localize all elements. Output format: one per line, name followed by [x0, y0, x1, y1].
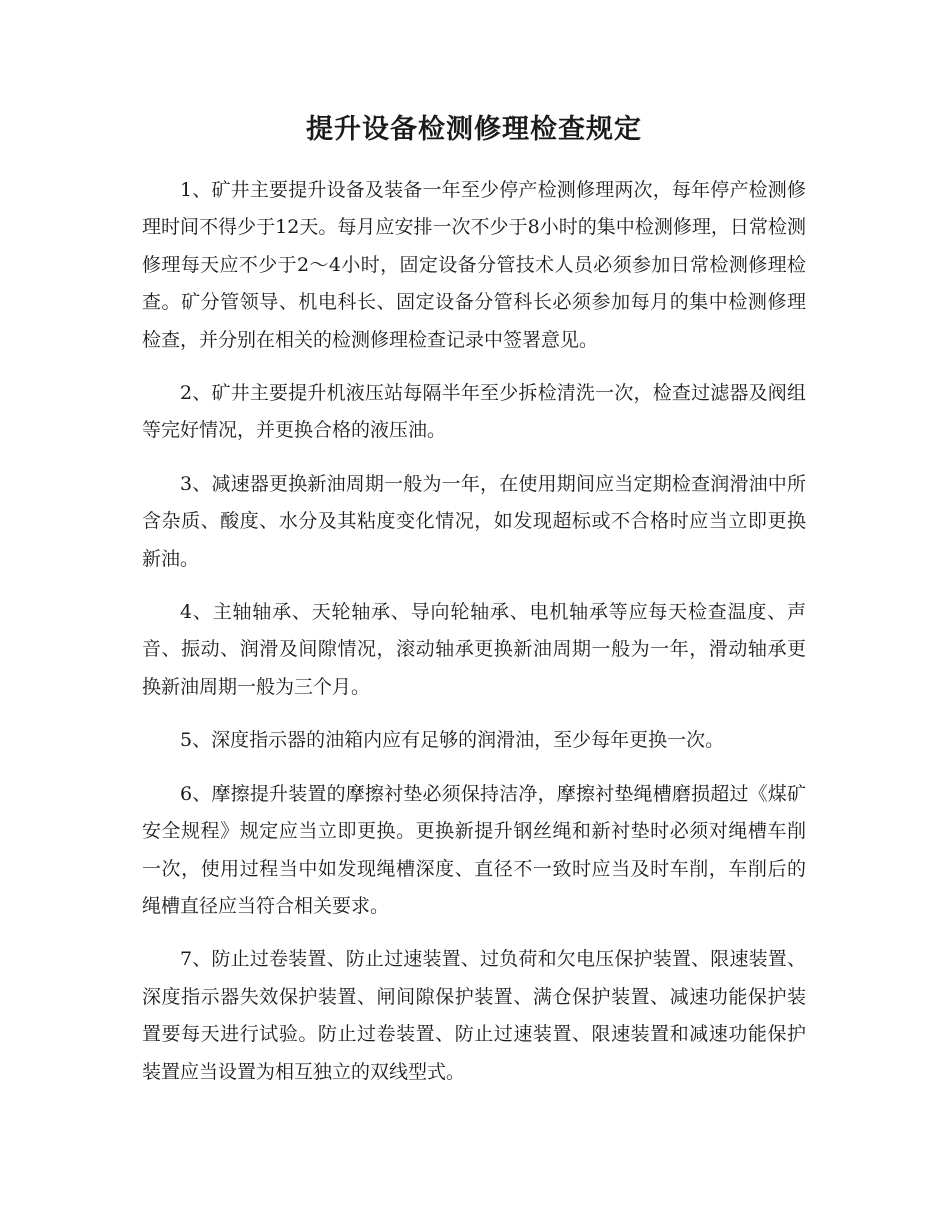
document-title: 提升设备检测修理检查规定	[306, 114, 642, 145]
paragraph-6: 6、摩擦提升装置的摩擦衬垫必须保持洁净，摩擦衬垫绳槽磨损超过《煤矿安全规程》规定应当立即更换。更换新提升钢丝绳和新衬垫时必须对绳槽车削一次，使用过程当中如发现绳槽深度、直径不一致时应当及时车削，车削后的绳槽直径应当符合相关要求。	[142, 782, 806, 917]
paragraph-3: 3、减速器更换新油周期一般为一年，在使用期间应当定期检查润滑油中所含杂质、酸度、水分及其粘度变化情况，如发现超标或不合格时应当立即更换新油。	[142, 472, 806, 570]
paragraph-4: 4、主轴轴承、天轮轴承、导向轮轴承、电机轴承等应每天检查温度、声音、振动、润滑及间隙情况，滚动轴承更换新油周期一般为一年，滑动轴承更换新油周期一般为三个月。	[142, 601, 806, 698]
document-page	[142, 110, 806, 1107]
paragraph-1: 1、矿井主要提升设备及装备一年至少停产检测修理两次，每年停产检测修理时间不得少于12天。每月应安排一次不少于8小时的集中检测修理，日常检测修理每天应不少于2～4小时，固定设备分管技术人员必须参加日常检测修理检查。矿分管领导、机电科长、固定设备分管科长必须参加每月的集中检测修理检查，并分别在相关的检测修理检查记录中签署意见。	[142, 179, 806, 351]
paragraph-7: 7、防止过卷装置、防止过速装置、过负荷和欠电压保护装置、限速装置、深度指示器失效保护装置、闸间隙保护装置、满仓保护装置、减速功能保护装置要每天进行试验。防止过卷装置、防止过速装置、限速装置和减速功能保护装置应当设置为相互独立的双线型式。	[142, 948, 806, 1083]
paragraph-2: 2、矿井主要提升机液压站每隔半年至少拆检清洗一次，检查过滤器及阀组等完好情况，并更换合格的液压油。	[142, 382, 806, 442]
paragraph-5: 5、深度指示器的油箱内应有足够的润滑油，至少每年更换一次。	[180, 729, 725, 752]
